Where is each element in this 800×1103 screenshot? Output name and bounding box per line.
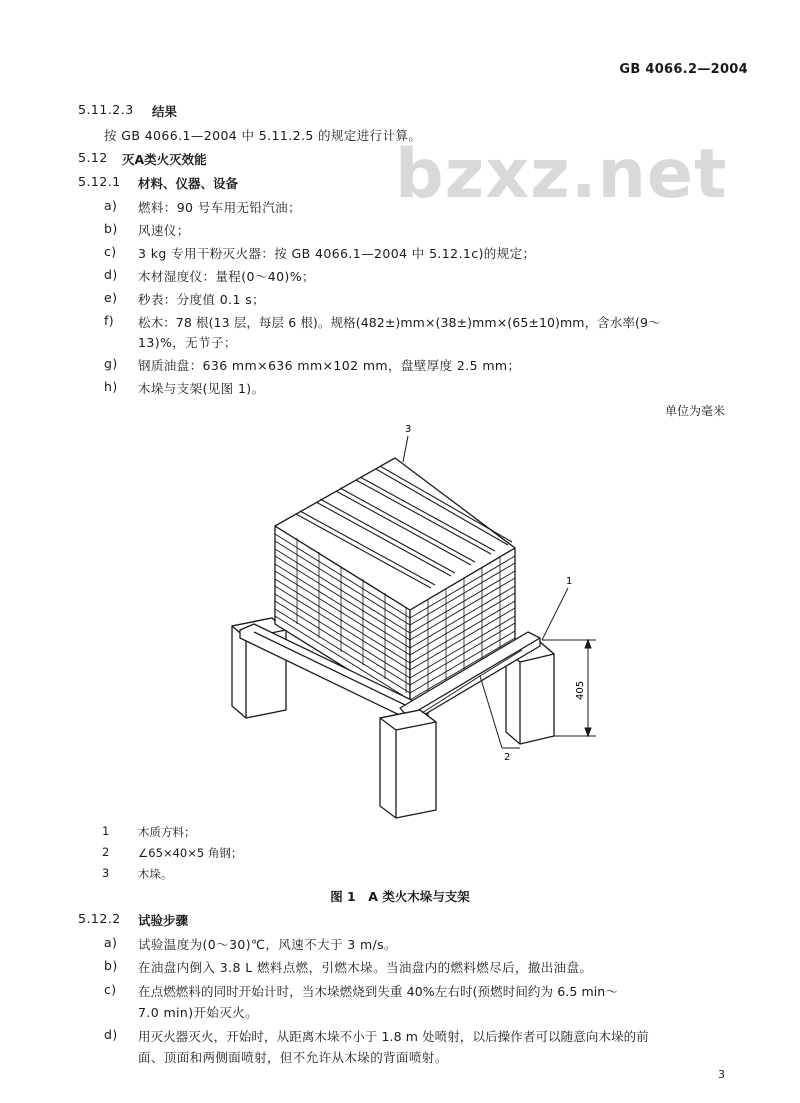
list-item-label: f) — [104, 313, 115, 328]
unit-note: 单位为毫米 — [664, 404, 725, 418]
list-item-label: d) — [104, 267, 118, 282]
list-item: 钢质油盘：636 mm×636 mm×102 mm，盘壁厚度 2.5 mm； — [138, 358, 521, 373]
callout-3: 3 — [405, 424, 412, 435]
dimension-label: 405 — [575, 680, 586, 700]
section-number: 5.12.2 — [78, 911, 121, 926]
list-item-label: b) — [104, 221, 118, 236]
section-title: 试验步骤 — [138, 913, 189, 928]
legend-number: 2 — [102, 845, 110, 859]
section-title: 灭A类火灭效能 — [122, 152, 207, 167]
legend-number: 1 — [102, 824, 110, 838]
section-number: 5.11.2.3 — [78, 102, 134, 117]
list-item-label: a) — [104, 935, 118, 950]
list-item: 3 kg 专用干粉灭火器：按 GB 4066.1—2004 中 5.12.1c)的规定； — [138, 246, 536, 261]
list-item: 在点燃燃料的同时开始计时，当木垛燃烧到失重 40%左右时(预燃时间约为 6.5 min～ — [138, 984, 618, 999]
wood-crib-figure — [210, 418, 610, 828]
page-number: 3 — [718, 1068, 725, 1081]
list-item-label: a) — [104, 198, 118, 213]
list-item-label: h) — [104, 379, 118, 394]
list-item: 松木：78 根(13 层，每层 6 根)。规格(482±)mm×(38±)mm×(65±10)mm，含水率(9～ — [138, 315, 661, 330]
list-item-label: d) — [104, 1027, 118, 1042]
callout-1: 1 — [566, 576, 573, 587]
standard-number: GB 4066.2—2004 — [619, 62, 748, 77]
list-item: 用灭火器灭火，开始时，从距离木垛不小于 1.8 m 处喷射，以后操作者可以随意向木垛的前 — [138, 1029, 649, 1044]
legend-text: 木质方料； — [138, 825, 196, 839]
list-item: 在油盘内倒入 3.8 L 燃料点燃，引燃木垛。当油盘内的燃料燃尽后，撤出油盘。 — [138, 960, 593, 975]
list-item-label: c) — [104, 244, 117, 259]
list-item-label: b) — [104, 958, 118, 973]
paragraph: 按 GB 4066.1—2004 中 5.11.2.5 的规定进行计算。 — [104, 128, 422, 143]
list-item-label: c) — [104, 982, 117, 997]
list-item-label: g) — [104, 356, 118, 371]
list-item: 试验温度为(0～30)℃，风速不大于 3 m/s。 — [138, 937, 397, 952]
list-item: 木材湿度仪：量程(0～40)%； — [138, 269, 315, 284]
legend-number: 3 — [102, 866, 110, 880]
list-item: 燃料：90 号车用无铅汽油； — [138, 200, 301, 215]
section-number: 5.12.1 — [78, 174, 121, 189]
list-item: 风速仪； — [138, 223, 190, 238]
watermark: bzxz.net — [395, 135, 728, 214]
list-item: 秒表：分度值 0.1 s； — [138, 292, 266, 307]
legend-text: ∠65×40×5 角钢； — [138, 846, 243, 860]
list-item-continuation: 面、顶面和两侧面喷射，但不允许从木垛的背面喷射。 — [138, 1050, 448, 1065]
list-item-continuation: 13)%，无节子； — [138, 335, 237, 350]
list-item-continuation: 7.0 min)开始灭火。 — [138, 1005, 259, 1020]
figure-caption: 图 1 A 类火木垛与支架 — [330, 889, 470, 904]
list-item: 木垛与支架(见图 1)。 — [138, 381, 265, 396]
section-number: 5.12 — [78, 150, 108, 165]
legend-text: 木垛。 — [138, 867, 173, 881]
section-title: 结果 — [152, 104, 178, 119]
section-title: 材料、仪器、设备 — [138, 176, 239, 191]
list-item-label: e) — [104, 290, 118, 305]
callout-2: 2 — [504, 752, 511, 763]
